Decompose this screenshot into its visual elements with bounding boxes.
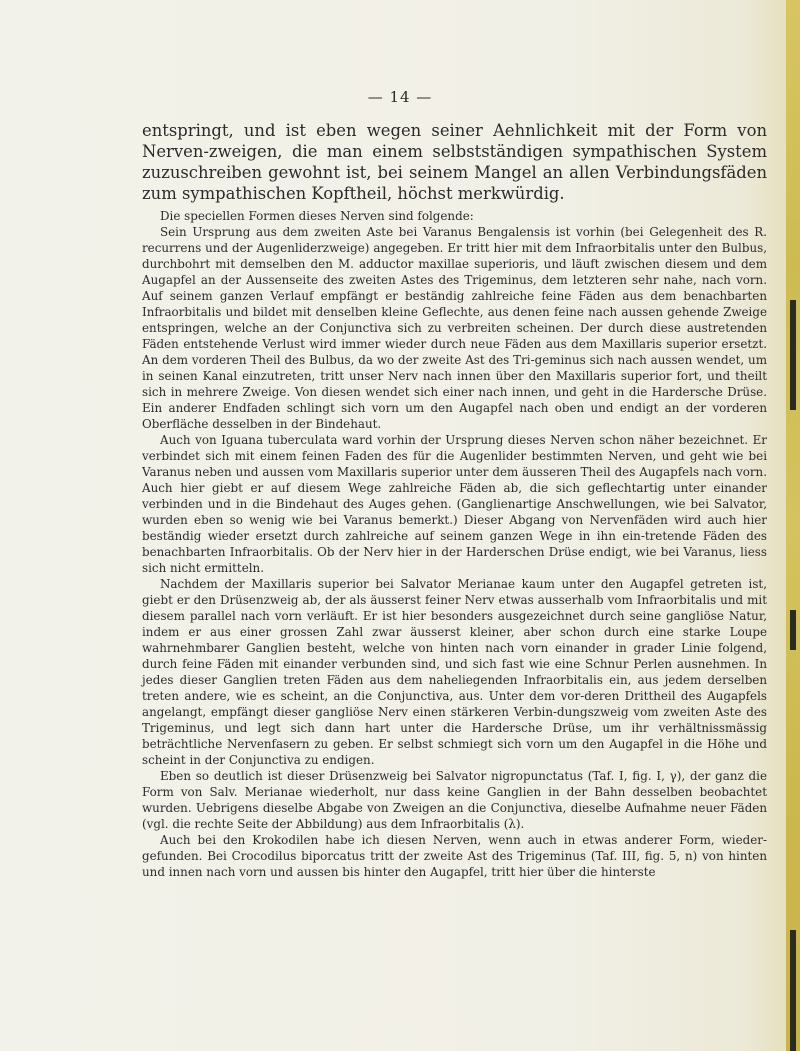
paragraph-salvator-merianae: Nachdem der Maxillaris superior bei Salvator Merianae kaum unter den Augapfel getreten ist, giebt er den Drüsenzweig ab, der als äusserst feiner Nerv etwas ausserhalb vom Infraorbitalis und mit diesem parallel nach vorn verläuft. Er ist hier besonders ausgezeichnet durch seine gangliöse Natur, indem er aus einer grossen Zahl zwar äusserst kleiner, aber schon durch eine starke Loupe wahrnehmbarer Ganglien besteht, welche von hinten nach vorn einander in grader Linie folgend, durch feine Fäden mit einander verbunden sind, und sich fast wie eine Schnur Perlen ausnehmen. In jedes dieser Ganglien treten Fäden aus dem naheliegenden Infraorbitalis ein, aus jedem derselben treten andere, wie es scheint, an die Conjunctiva, aus. Unter dem vor-deren Drittheil des Augapfels angelangt, empfängt dieser gangliöse Nerv einen stärkeren Verbin-dungszweig vom zweiten Aste des Trigeminus, und legt sich dann hart unter die Hardersche Drüse, um ihr verhältnissmässig beträchtliche Nervenfasern zu geben. Er selbst schmiegt sich vorn um den Augapfel in die Höhe und scheint in der Conjunctiva zu endigen.: [142, 577, 767, 767]
paragraph-crocodilus: Auch bei den Krokodilen habe ich diesen Nerven, wenn auch in etwas anderer Form, wieder-gefunden. Bei Crocodilus biporcatus tritt der zweite Ast des Trigeminus (Taf. III, fig. 5, n) von hinten und innen nach vorn und aussen bis hinter den Augapfel, tritt hier über die hinterste: [142, 833, 767, 879]
page-edge-shadow: [790, 300, 796, 410]
intro-block: [142, 120, 767, 204]
paragraph-varanus: Sein Ursprung aus dem zweiten Aste bei Varanus Bengalensis ist vorhin (bei Gelegenheit des R. recurrens und der Augenliderzweige) angegeben. Er tritt hier mit dem Infraorbitalis unter den Bulbus, durchbohrt mit demselben den M. adductor maxillae superioris, und läuft zwischen diesem und dem Augapfel an der Aussenseite des zweiten Astes des Trigeminus, dem letzteren sehr nahe, nach vorn. Auf seinem ganzen Verlauf empfängt er beständig zahlreiche feine Fäden aus dem benachbarten Infraorbitalis und bildet mit denselben kleine Geflechte, aus denen feine nach aussen gehende Zweige entspringen, welche an der Conjunctiva sich zu verbreiten scheinen. Der durch diese austretenden Fäden entstehende Verlust wird immer wieder durch neue Fäden aus dem Maxillaris superior ersetzt. An dem vorderen Theil des Bulbus, da wo der zweite Ast des Tri-geminus sich nach aussen wendet, um in seinen Kanal einzutreten, tritt unser Nerv nach innen über den Maxillaris superior fort, und theilt sich in mehrere Zweige. Von diesen wendet sich einer nach innen, und geht in die Hardersche Drüse. Ein anderer Endfaden schlingt sich vorn um den Augapfel nach oben und endigt an der vorderen Oberfläche desselben in der Bindehaut.: [142, 225, 767, 431]
body-block: [142, 208, 767, 880]
page-edge: [786, 0, 800, 1051]
paragraph-iguana: Auch von Iguana tuberculata ward vorhin der Ursprung dieses Nerven schon näher bezeichnet. Er verbindet sich mit einem feinen Faden des für die Augenlider bestimmten Nerven, und geht wie bei Varanus neben und aussen vom Maxillaris superior unter dem äusseren Theil des Augapfels nach vorn. Auch hier giebt er auf diesem Wege zahlreiche Fäden ab, die sich geflechtartig unter einander verbinden und in die Bindehaut des Auges gehen. (Ganglienartige Anschwellungen, wie bei Salvator, wurden eben so wenig wie bei Varanus bemerkt.) Dieser Abgang von Nervenfäden wird auch hier beständig wieder ersetzt durch zahlreiche auf seinem ganzen Wege in ihn ein-tretende Fäden des benachbarten Infraorbitalis. Ob der Nerv hier in der Harderschen Drüse endigt, wie bei Varanus, liess sich nicht ermitteln.: [142, 433, 767, 575]
page-edge-shadow: [790, 610, 796, 650]
section-heading: Die speciellen Formen dieses Nerven sind folgende:: [160, 209, 474, 223]
page-number: — 14 —: [367, 88, 433, 106]
page-edge-shadow: [790, 930, 796, 1051]
paragraph-salvator-nigropunctatus: Eben so deutlich ist dieser Drüsenzweig bei Salvator nigropunctatus (Taf. I, fig. I, γ), der ganz die Form von Salv. Merianae wiederholt, nur dass keine Ganglien in der Bahn desselben beobachtet wurden. Uebrigens dieselbe Abgabe von Zweigen an die Conjunctiva, dieselbe Aufnahme neuer Fäden (vgl. die rechte Seite der Abbildung) aus dem Infraorbitalis (λ).: [142, 769, 767, 831]
intro-paragraph: entspringt, und ist eben wegen seiner Aehnlichkeit mit der Form von Nerven-zweigen, die man einem selbstständigen sympathischen System zuzuschreiben gewohnt ist, bei seinem Mangel an allen Verbindungsfäden zum sympathischen Kopftheil, höchst merkwürdig.: [142, 121, 767, 203]
page-text: [142, 120, 767, 880]
